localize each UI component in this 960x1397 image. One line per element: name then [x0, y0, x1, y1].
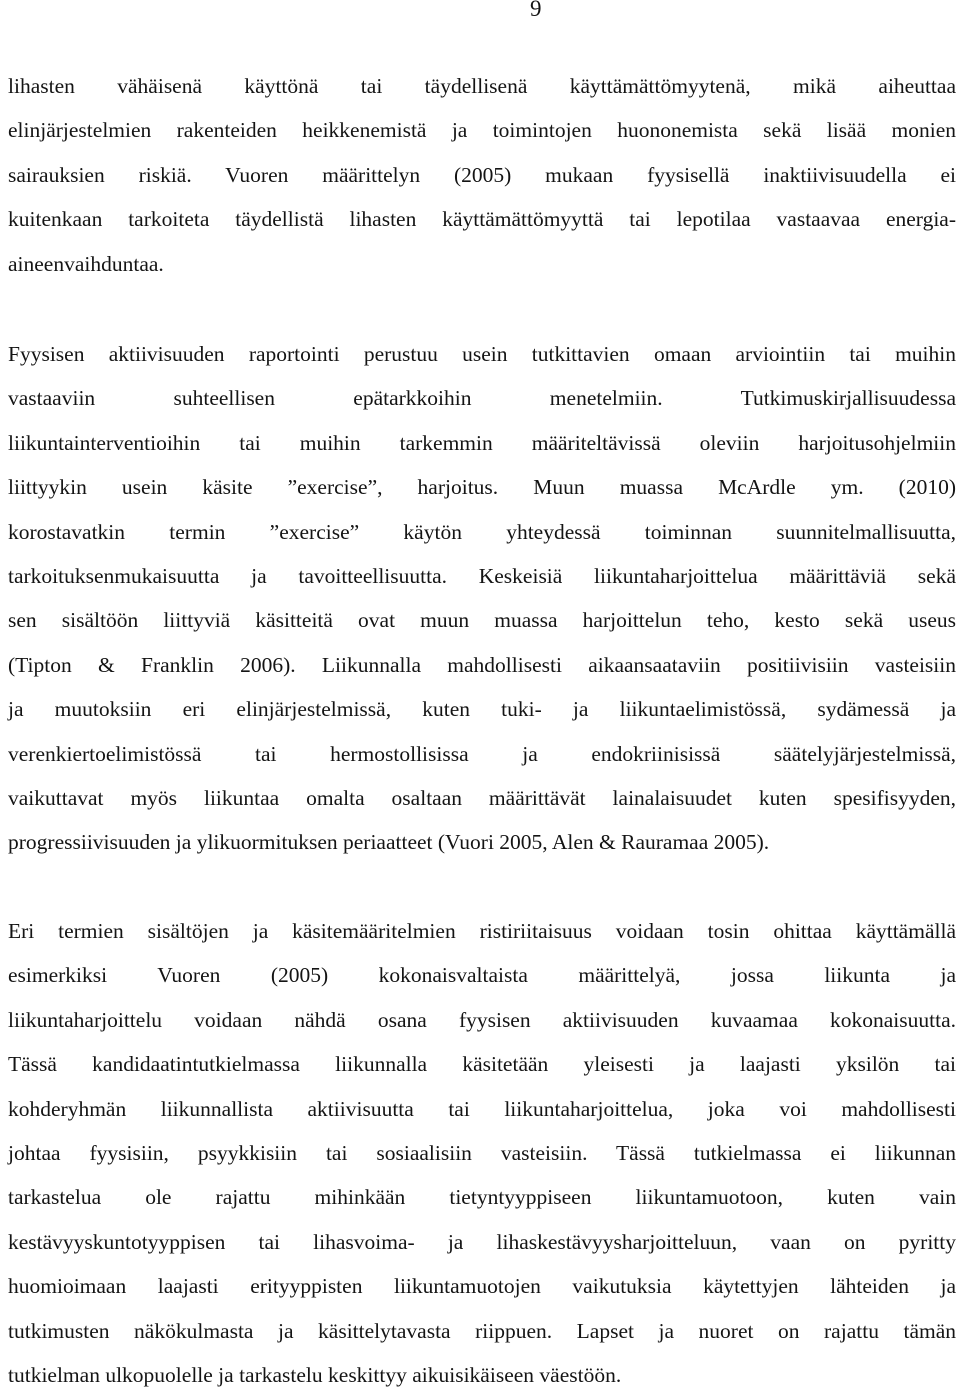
text-line: kestävyyskuntotyyppisen tai lihasvoima- ja lihaskestävyysharjoitteluun, vaan on pyritty: [8, 1229, 956, 1254]
text-line: huomioimaan laajasti erityyppisten liikuntamuotojen vaikutuksia käytettyjen lähteiden ja: [8, 1274, 956, 1299]
text-line: aineenvaihduntaa.: [8, 251, 164, 276]
text-line: sairauksien riskiä. Vuoren määrittelyn (2005) mukaan fyysisellä inaktiivisuudella ei: [8, 162, 956, 187]
text-line: kohderyhmän liikunnallista aktiivisuutta tai liikuntaharjoittelua, joka voi mahdollisesti: [8, 1096, 956, 1121]
text-line: vastaaviin suhteellisen epätarkkoihin menetelmiin. Tutkimuskirjallisuudessa: [8, 386, 956, 411]
text-line: Fyysisen aktiivisuuden raportointi perustuu usein tutkittavien omaan arviointiin tai muihin: [8, 342, 956, 366]
text-line: (Tipton & Franklin 2006). Liikunnalla mahdollisesti aikaansaataviin positiivisiin vasteisiin: [8, 652, 956, 677]
text-line: johtaa fyysisiin, psyykkisiin tai sosiaalisiin vasteisiin. Tässä tutkielmassa ei liikunnan: [8, 1140, 956, 1165]
text-line: ja muutoksiin eri elinjärjestelmissä, kuten tuki- ja liikuntaelimistössä, sydämessä ja: [8, 697, 956, 722]
text-line: liikuntainterventioihin tai muihin tarkemmin määriteltävissä oleviin harjoitusohjelmiin: [8, 430, 956, 455]
text-line: esimerkiksi Vuoren (2005) kokonaisvaltaista määrittelyä, jossa liikunta ja: [8, 963, 956, 988]
paragraph-3: [8, 909, 956, 1397]
text-line: liikuntaharjoittelu voidaan nähdä osana fyysisen aktiivisuuden kuvaamaa kokonaisuutta.: [8, 1007, 956, 1032]
text-line: elinjärjestelmien rakenteiden heikkenemistä ja toimintojen huononemista sekä lisää monien: [8, 118, 956, 143]
text-line: tutkielman ulkopuolelle ja tarkastelu keskittyy aikuisikäiseen väestöön.: [8, 1362, 622, 1387]
text-line: tarkastelua ole rajattu mihinkään tietyntyyppiseen liikuntamuotoon, kuten vain: [8, 1185, 956, 1210]
page-number: 9: [530, 0, 542, 21]
text-line: vaikuttavat myös liikuntaa omalta osaltaan määrittävät lainalaisuudet kuten spesifisyyden,: [8, 785, 956, 810]
text-line: tarkoituksenmukaisuutta ja tavoitteellisuutta. Keskeisiä liikuntaharjoittelua määrittäviä sekä: [8, 563, 956, 588]
text-line: sen sisältöön liittyviä käsitteitä ovat muun muassa harjoittelun teho, kesto sekä useus: [8, 608, 956, 633]
text-line: Eri termien sisältöjen ja käsitemääritelmien ristiriitaisuus voidaan tosin ohittaa käyttämällä: [8, 919, 956, 943]
text-line: lihasten vähäisenä käyttönä tai täydellisenä käyttämättömyytenä, mikä aiheuttaa: [8, 74, 956, 98]
text-line: tutkimusten näkökulmasta ja käsittelytavasta riippuen. Lapset ja nuoret on rajattu tämän: [8, 1318, 956, 1343]
text-line: liittyykin usein käsite ”exercise”, harjoitus. Muun muassa McArdle ym. (2010): [8, 475, 956, 500]
paragraph-2: [8, 332, 956, 865]
text-line: progressiivisuuden ja ylikuormituksen periaatteet (Vuori 2005, Alen & Rauramaa 2005).: [8, 830, 770, 855]
text-line: kuitenkaan tarkoiteta täydellistä lihasten käyttämättömyyttä tai lepotilaa vastaavaa energia-: [8, 207, 956, 232]
text-line: Tässä kandidaatintutkielmassa liikunnalla käsitetään yleisesti ja laajasti yksilön tai: [8, 1052, 956, 1077]
text-line: korostavatkin termin ”exercise” käytön yhteydessä toiminnan suunnitelmallisuutta,: [8, 519, 956, 544]
paragraph-1: [8, 64, 956, 286]
text-line: verenkiertoelimistössä tai hermostollisissa ja endokriinisissä säätelyjärjestelmissä,: [8, 741, 956, 766]
